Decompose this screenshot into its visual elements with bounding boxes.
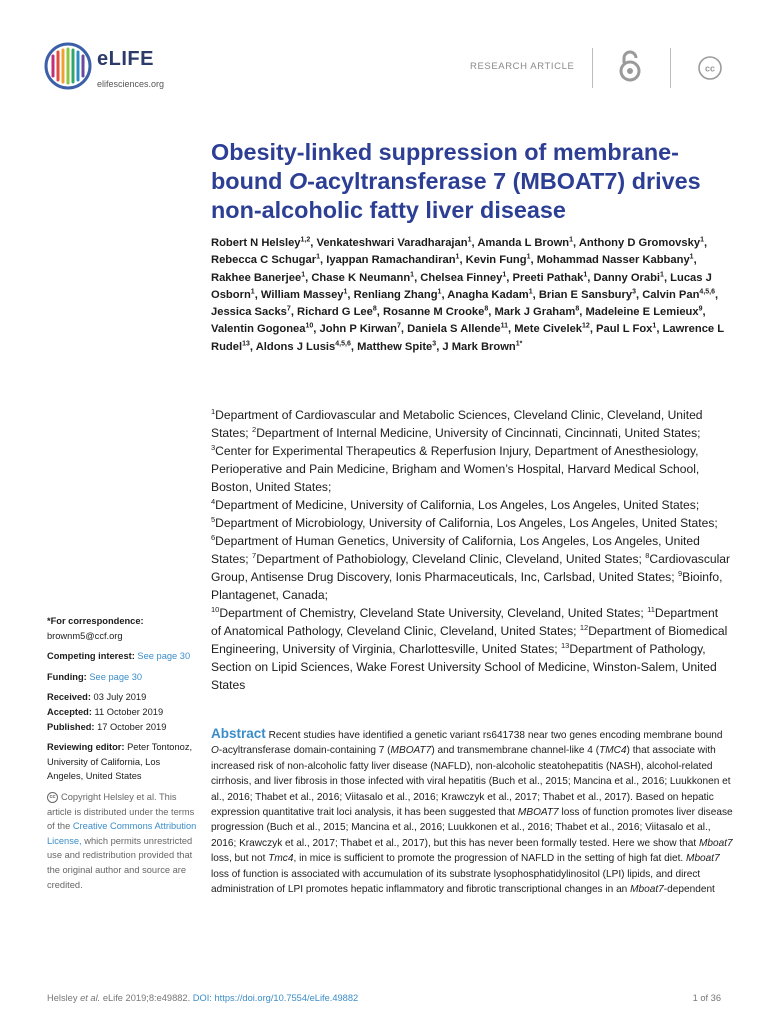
abstract-text: Mboat7: [630, 884, 664, 896]
funding-label: Funding:: [47, 671, 87, 682]
author-name: Renliang Zhang: [353, 288, 438, 301]
copyright-text-rest: which permits unrestricted use and redistribution provided that the original author and source are credited.: [47, 835, 193, 890]
author: [466, 254, 531, 266]
copyright-text: Copyright Helsley et al. This article is distributed under the terms of the: [47, 791, 195, 832]
author-affiliation-marker: 13: [242, 340, 250, 348]
author: [354, 289, 442, 301]
author-name: Daniela S Allende: [407, 323, 501, 336]
affiliation-text: Department of Microbiology, University of California, Los Angeles, Los Angeles, United States: [215, 516, 715, 530]
author-name: Anagha Kadam: [447, 288, 529, 301]
abstract-text: ) that associate with increased risk of non-alcoholic fatty liver disease (NAFLD), non-alcoholic steatohepatitis (NASH), alcohol-related cirrhosis, and liver fibrosis in those infected with viral hepatitis (Buch et al., 2015; Mancina et al., 2016; Luukkonen et al., 2016; Thabet et al., 2016; Viitasalo et al., 2016; Krawczyk et al., 2017; Thabet et al., 2017). Based on hepatic expression quantitative trait loci analysis, it has been suggested that: [211, 745, 731, 819]
author-name: Mohammad Nasser Kabbany: [536, 254, 690, 267]
funding-link[interactable]: See page 30: [89, 671, 143, 682]
author-affiliation-marker: 1: [250, 288, 255, 296]
abstract-body: [211, 730, 733, 895]
published-date: 17 October 2019: [97, 721, 167, 732]
accepted-date: 11 October 2019: [94, 706, 164, 717]
author-affiliation-marker: 1: [528, 288, 533, 296]
author-affiliation-marker: 4,5,6: [335, 340, 351, 348]
author-affiliation-marker: 1: [583, 270, 588, 278]
doi-link[interactable]: https://doi.org/10.7554/eLife.49882: [214, 993, 359, 1003]
author-affiliation-marker: 1: [526, 253, 531, 261]
reviewing-label: Reviewing editor:: [47, 742, 125, 753]
affiliation-text: Department of Internal Medicine, University of Cincinnati, Cincinnati, United States: [256, 426, 698, 440]
author: [297, 306, 377, 318]
received-label: Received:: [47, 692, 91, 703]
author-affiliation-marker: 3: [632, 288, 636, 296]
author-name: Anthony D Gromovsky: [578, 237, 701, 249]
author: [579, 237, 704, 249]
author-name: Kevin Fung: [465, 254, 527, 267]
affiliation-number: 12: [579, 622, 589, 632]
author-name: Chase K Neumann: [311, 271, 411, 284]
affiliation-text: Bioinfo, Plantagenet, Canada: [211, 570, 723, 602]
affiliation-number: 13: [561, 640, 570, 650]
author: [211, 254, 320, 266]
author-affiliation-marker: 11: [500, 322, 509, 330]
svg-text:cc: cc: [704, 63, 716, 74]
author-name: Rakhee Banerjee: [211, 271, 302, 284]
author-name: Paul L Fox: [596, 323, 653, 336]
affiliation-number: 1: [211, 406, 216, 416]
affiliation-text: Department of Pathology, Section on Lipid Sciences, Wake Forest University School of Medicine, Winston-Salem, United States: [211, 642, 717, 692]
dates: [47, 690, 197, 734]
header-divider: [670, 48, 671, 88]
affiliation-text: Cardiovascular Group, Antisense Drug Discovery, Ionis Pharmaceuticals, Inc, Carlsbad, United States: [211, 552, 731, 584]
affiliation-number: 5: [211, 514, 216, 524]
author-affiliation-marker: 3: [432, 340, 437, 348]
author: [494, 306, 579, 318]
author-affiliation-marker: 1*: [515, 340, 523, 348]
author-name: Rebecca C Schugar: [211, 254, 317, 267]
abstract: [211, 726, 733, 897]
abstract-text: TMC4: [599, 745, 627, 757]
author-affiliation-marker: 1: [410, 270, 415, 278]
journal-url[interactable]: elifesciences.org: [97, 79, 165, 89]
author-name: Brian E Sansbury: [538, 288, 633, 301]
correspondence-email[interactable]: brownm5@ccf.org: [47, 630, 123, 641]
author: [326, 254, 459, 266]
affiliation-number: 10: [211, 604, 220, 614]
affiliation-text: Department of Pathobiology, Cleveland Clinic, Cleveland, United States: [256, 552, 639, 566]
author-affiliation-marker: 9: [698, 305, 703, 313]
author: [256, 341, 351, 353]
citation-journal: eLife 2019;8:e49882.: [100, 993, 191, 1003]
author-name: Richard G Lee: [297, 306, 373, 319]
author-affiliation-marker: 1: [343, 288, 348, 296]
author-list: Robert N Helsley$^{1,2}$, Venkateshwari Varadharajan$^1$, Amanda L Brown$^1$, Anthony D Gromovsky$^1$, Rebecca C Schugar$^1$, Iyappan Ramachandiran$^1$, Kevin Fung$^1$, Mohammad Nasser Kabbany$^1$, Rakhee Banerjee$^1$, Chase K Neumann$^1$, Chelsea Finney$^1$, Preeti Pathak$^1$, Danny Orabi$^1$, Lucas J Osborn$^1$, William Massey$^1$, Renliang Zhang$^1$, Anagha Kadam$^1$, Brian E Sansbury$^3$, Calvin Pan$^{4,5,6}$, Jessica Sacks$^7$, Richard G Lee$^8$, Rosanne M Crooke$^8$, Mark J Graham$^8$, Madeleine E Lemieux$^9$, Valentin Gogonea$^{10}$, John P Kirwan$^7$, Daniela S Allende$^{11}$, Mete Civelek$^{12}$, Paul L Fox$^1$, Lawrence L Rudel$^{13}$, Aldons J Lusis$^{4,5,6}$, Matthew Spite$^3$, J Mark Brown$^{1*}$: [211, 236, 724, 353]
creative-commons-icon: cc: [47, 792, 58, 803]
affiliation-number: 7: [252, 550, 257, 560]
author: [594, 272, 664, 284]
page-number: 1 of 36: [692, 993, 721, 1003]
author: [407, 323, 508, 335]
competing-link[interactable]: See page 30: [137, 651, 191, 662]
author-name: Lawrence L Rudel: [211, 323, 724, 353]
abstract-text: ) and transmembrane channel-like 4 (: [431, 745, 600, 757]
reviewing-editor: [47, 740, 197, 784]
author-affiliation-marker: 7: [286, 305, 291, 313]
competing-label: Competing interest:: [47, 651, 135, 662]
affiliation-text: Department of Anatomical Pathology, Cleveland Clinic, Cleveland, United States: [211, 606, 719, 638]
author-affiliation-marker: 1: [652, 322, 657, 330]
author: [585, 306, 702, 318]
doi-label: DOI:: [192, 993, 212, 1003]
author: [211, 306, 291, 318]
author-affiliation-marker: 1: [502, 270, 507, 278]
author-name: Mark J Graham: [494, 306, 576, 319]
author-name: Robert N Helsley: [211, 237, 301, 249]
affiliation-number: 9: [677, 568, 683, 578]
author-affiliation-marker: 1: [437, 288, 442, 296]
author-affiliation-marker: 1,2: [300, 236, 311, 244]
abstract-text: Mboat7: [686, 853, 720, 865]
author-affiliation-marker: 7: [397, 322, 401, 330]
affiliation: [211, 606, 640, 620]
author: [211, 323, 313, 335]
author: [537, 254, 694, 266]
author-affiliation-marker: 1: [316, 253, 320, 261]
correspondence-label: *For correspondence:: [47, 616, 144, 626]
author: [261, 289, 348, 301]
elife-logo-icon: [44, 42, 92, 90]
abstract-text: MBOAT7: [517, 807, 559, 819]
author-affiliation-marker: 1: [689, 253, 694, 261]
abstract-text: Tmc4: [268, 853, 294, 865]
accepted-label: Accepted:: [47, 706, 92, 717]
author: [383, 306, 488, 318]
author: [311, 272, 414, 284]
affiliation-number: 2: [252, 424, 257, 434]
author: [447, 289, 532, 301]
author-name: William Massey: [260, 288, 344, 301]
article-info-sidebar: [47, 614, 197, 898]
received-date: 03 July 2019: [93, 692, 147, 703]
elife-logo[interactable]: [44, 42, 274, 94]
abstract-text: Mboat7: [698, 837, 733, 849]
copyright-notice: [47, 790, 197, 892]
creative-commons-icon[interactable]: [697, 55, 723, 81]
affiliation-text: Department of Biomedical Engineering, University of Virginia, Charlottesville, United States: [211, 624, 728, 656]
affiliation-number: 8: [645, 550, 650, 560]
abstract-text: loss, but not: [211, 853, 269, 865]
author-affiliation-marker: 10: [305, 322, 314, 330]
author: [514, 323, 590, 335]
author-affiliation-marker: 1: [660, 270, 664, 278]
author-name: Calvin Pan: [642, 288, 700, 301]
affiliation-number: 6: [211, 532, 216, 542]
author-affiliation-marker: 1: [455, 253, 460, 261]
author-name: Iyappan Ramachandiran: [326, 254, 456, 267]
author-affiliation-marker: 8: [372, 305, 377, 313]
affiliation-number: 4: [211, 496, 216, 506]
author: [320, 323, 401, 335]
author: [596, 323, 656, 335]
author: [420, 272, 506, 284]
author-name: Mete Civelek: [514, 323, 583, 336]
author: [477, 237, 573, 249]
affiliation-number: 3: [211, 442, 216, 452]
affiliation-text: Department of Cardiovascular and Metabolic Sciences, Cleveland Clinic, Cleveland, United States: [211, 408, 703, 440]
affiliation-text: Department of Chemistry, Cleveland State University, Cleveland, United States: [219, 606, 641, 620]
author-name: Lucas J Osborn: [211, 271, 712, 301]
author-affiliation-marker: 12: [582, 322, 590, 330]
affiliation: [252, 426, 697, 440]
author-name: Chelsea Finney: [420, 271, 503, 284]
abstract-heading: Abstract: [211, 726, 266, 741]
correspondence: [47, 614, 197, 643]
author-name: Preeti Pathak: [512, 271, 584, 284]
affiliation: [211, 498, 696, 512]
author: [642, 289, 715, 301]
open-access-icon[interactable]: [616, 49, 644, 83]
license-link[interactable]: Creative Commons Attribution License,: [47, 821, 197, 846]
article-title: Obesity-linked suppression of membrane-bound O-acyltransferase 7 (MBOAT7) drives non-alcoholic fatty liver disease: [211, 139, 701, 223]
citation-etal: et al.: [80, 993, 101, 1003]
published-label: Published:: [47, 721, 95, 732]
author: [442, 341, 522, 353]
author-name: Matthew Spite: [357, 340, 433, 353]
author-affiliation-marker: 8: [484, 305, 489, 313]
author-name: John P Kirwan: [319, 323, 398, 336]
abstract-text: -acyltransferase domain-containing 7 (: [218, 745, 391, 757]
author: [211, 237, 310, 249]
affiliation: [211, 516, 714, 530]
author-name: Amanda L Brown: [477, 237, 570, 249]
author-name: Valentin Gogonea: [211, 323, 306, 336]
author: [316, 237, 471, 249]
article-type: RESEARCH ARTICLE: [470, 61, 575, 72]
affiliation-text: Department of Human Genetics, University of California, Los Angeles, Los Angeles, United States: [211, 534, 700, 566]
affiliation: [211, 444, 699, 494]
page-footer: [47, 993, 721, 1003]
author-name: Rosanne M Crooke: [383, 306, 485, 319]
author-name: Jessica Sacks: [211, 306, 287, 319]
reviewing-editor-name: Peter Tontonoz, University of California, Los Angeles, United States: [47, 742, 193, 782]
affiliation: [252, 552, 638, 566]
abstract-text: -dependent: [663, 884, 715, 896]
header-divider: [592, 48, 593, 88]
author-name: Venkateshwari Varadharajan: [316, 237, 468, 249]
affiliation-text: Center for Experimental Therapeutics & Reperfusion Injury, Department of Anesthesiology, Perioperative and Pain Medicine, Brigham and Women’s Hospital, Harvard Medical School, Boston, United States: [211, 444, 700, 494]
author-affiliation-marker: 1: [569, 236, 574, 244]
author-name: J Mark Brown: [442, 340, 516, 353]
author-affiliation-marker: 8: [575, 305, 580, 313]
author-affiliation-marker: 4,5,6: [699, 288, 715, 296]
author-affiliation-marker: 1: [700, 236, 704, 244]
author: [211, 272, 305, 284]
author: [357, 341, 436, 353]
affiliation-number: 11: [647, 604, 655, 614]
author-name: Madeleine E Lemieux: [585, 306, 699, 319]
author-affiliation-marker: 1: [467, 236, 472, 244]
abstract-text: loss of function is associated with accumulation of its substrate lysophosphatidylinositol (LPI) lipids, and direct administration of LPI promotes hepatic inflammatory and fibrotic transcriptional changes in an: [211, 868, 701, 896]
abstract-text: , in mice is sufficient to promote the progression of NAFLD in the setting of high fat diet.: [293, 853, 687, 865]
author-name: Aldons J Lusis: [255, 340, 336, 353]
citation-author: Helsley: [47, 993, 81, 1003]
abstract-text: Recent studies have identified a genetic variant rs641738 near two genes encoding membrane bound: [268, 730, 723, 741]
author-name: Danny Orabi: [593, 271, 661, 284]
competing-interest: [47, 649, 197, 664]
funding: [47, 670, 197, 685]
author: [539, 289, 636, 301]
affiliation-list: $^1$Department of Cardiovascular and Metabolic Sciences, Cleveland Clinic, Cleveland, United States; $^2$Department of Internal Medicine, University of Cincinnati, Cincinnati, United States; $^3$Center for Experimental Therapeutics & Reperfusion Injury, Department of Anesthesiology, Perioperative and Pain Medicine, Brigham and Women’s Hospital, Harvard Medical School, Boston, United States; $^4$Department of Medicine, University of California, Los Angeles, Los Angeles, United States; $^5$Department of Microbiology, University of California, Los Angeles, Los Angeles, United States; $^6$Department of Human Genetics, University of California, Los Angeles, Los Angeles, United States; $^7$Department of Pathobiology, Cleveland Clinic, Cleveland, United States; $^8$Cardiovascular Group, Antisense Drug Discovery, Ionis Pharmaceuticals, Inc, Carlsbad, United States; $^9$Bioinfo, Plantagenet, Canada; $^{10}$Department of Chemistry, Cleveland State University, Cleveland, United States; $^{11}$Department of Anatomical Pathology, Cleveland Clinic, Cleveland, United States; $^{12}$Department of Biomedical Engineering, University of Virginia, Charlottesville, United States; $^{13}$Department of Pathology, Section on Lipid Sciences, Wake Forest University School of Medicine, Winston-Salem, United States: [211, 406, 731, 692]
abstract-text: O: [211, 745, 219, 757]
abstract-text: loss of function promotes liver disease progression (Buch et al., 2015; Mancina et al., 2016; Luukkonen et al., 2016; Thabet et al., 2016; Viitasalo et al., 2016; Krawczyk et al., 2017; Thabet et al., 2017), but this has never been formally tested. Here we show that: [211, 807, 733, 849]
abstract-text: MBOAT7: [390, 745, 432, 757]
affiliation-text: Department of Medicine, University of California, Los Angeles, Los Angeles, United States: [215, 498, 696, 512]
journal-name: eLIFE: [97, 48, 154, 70]
author-affiliation-marker: 1: [301, 270, 306, 278]
author: [513, 272, 588, 284]
